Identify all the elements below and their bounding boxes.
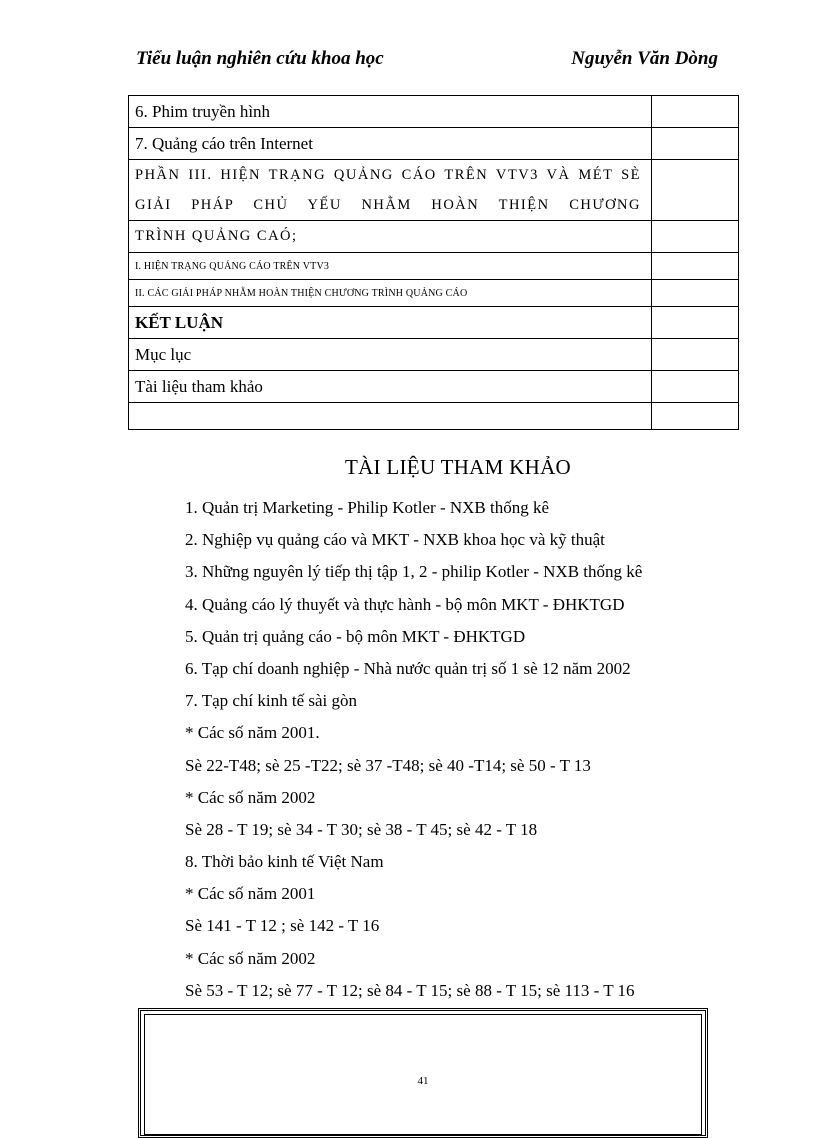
toc-entry: TRÌNH QUẢNG CAÓ;	[129, 221, 652, 253]
list-item: * Các số năm 2002	[185, 787, 316, 807]
toc-page	[652, 221, 739, 253]
toc-page	[652, 96, 739, 128]
toc-row	[129, 339, 739, 371]
table-of-contents	[128, 95, 739, 430]
toc-entry: I. HIỆN TRẠNG QUẢNG CÁO TRÊN VTV3	[129, 253, 652, 280]
toc-row	[129, 96, 739, 128]
toc-entry: II. CÁC GIẢI PHÁP NHẰM HOÀN THIỆN CHƯƠNG TRÌNH QUẢNG CÁO	[129, 280, 652, 307]
list-item: Sè 22-T48; sè 25 -T22; sè 37 -T48; sè 40 -T14; sè 50 - T 13	[185, 755, 591, 775]
list-item: Sè 141 - T 12 ; sè 142 - T 16	[185, 916, 380, 936]
toc-entry: Tài liệu tham khảo	[129, 371, 652, 403]
toc-row	[129, 128, 739, 160]
toc-entry: 6. Phim truyền hình	[129, 96, 652, 128]
toc-page	[652, 253, 739, 280]
toc-page	[652, 371, 739, 403]
toc-entry: 7. Quảng cáo trên Internet	[129, 128, 652, 160]
list-item: * Các số năm 2002	[185, 948, 316, 968]
toc-row	[129, 253, 739, 280]
toc-row	[129, 403, 739, 430]
list-item: * Các số năm 2001	[185, 884, 316, 904]
list-item: * Các số năm 2001.	[185, 723, 320, 743]
list-item: 4. Quảng cáo lý thuyết và thực hành - bộ môn MKT - ĐHKTGD	[185, 594, 625, 614]
toc-entry: Mục lục	[129, 339, 652, 371]
toc-row	[129, 371, 739, 403]
references-list	[185, 492, 745, 1007]
list-item: 8. Thời bảo kinh tế Việt Nam	[185, 852, 384, 872]
toc-row	[129, 307, 739, 339]
toc-page	[652, 280, 739, 307]
toc-page	[652, 128, 739, 160]
toc-entry	[129, 403, 652, 430]
list-item: 5. Quản trị quảng cáo - bộ môn MKT - ĐHKTGD	[185, 626, 526, 646]
list-item: 1. Quản trị Marketing - Philip Kotler - NXB thống kê	[185, 498, 550, 517]
toc-row	[129, 221, 739, 253]
list-item: Sè 53 - T 12; sè 77 - T 12; sè 84 - T 15; sè 88 - T 15; sè 113 - T 16	[185, 980, 635, 1000]
toc-row	[129, 160, 739, 221]
page-border-frame	[138, 1008, 708, 1138]
toc-page	[652, 307, 739, 339]
references-title: TÀI LIỆU THAM KHẢO	[344, 455, 572, 479]
list-item: 3. Những nguyên lý tiếp thị tập 1, 2 - philip Kotler - NXB thống kê	[185, 562, 643, 582]
toc-entry: KẾT LUẬN	[129, 307, 652, 339]
list-item: Sè 28 - T 19; sè 34 - T 30; sè 38 - T 45; sè 42 - T 18	[185, 819, 538, 839]
toc-page	[652, 403, 739, 430]
list-item: 7. Tạp chí kinh tế sài gòn	[185, 691, 358, 711]
header-title: Tiểu luận nghiên cứu khoa học	[136, 48, 384, 69]
page-number: 41	[417, 1075, 429, 1087]
toc-page	[652, 160, 739, 221]
toc-entry: PHẦN III. HIỆN TRẠNG QUẢNG CÁO TRÊN VTV3 VÀ MÉT SÈ GIẢI PHÁP CHỦ YẾU NHẰM HOÀN THIỆN CHƯƠNG	[129, 160, 652, 221]
toc-row	[129, 280, 739, 307]
toc-page	[652, 339, 739, 371]
list-item: 6. Tạp chí doanh nghiệp - Nhà nước quản trị số 1 sè 12 năm 2002	[185, 658, 631, 678]
header-author: Nguyễn Văn Dòng	[571, 48, 718, 69]
list-item: 2. Nghiệp vụ quảng cáo và MKT - NXB khoa học và kỹ thuật	[185, 530, 605, 550]
